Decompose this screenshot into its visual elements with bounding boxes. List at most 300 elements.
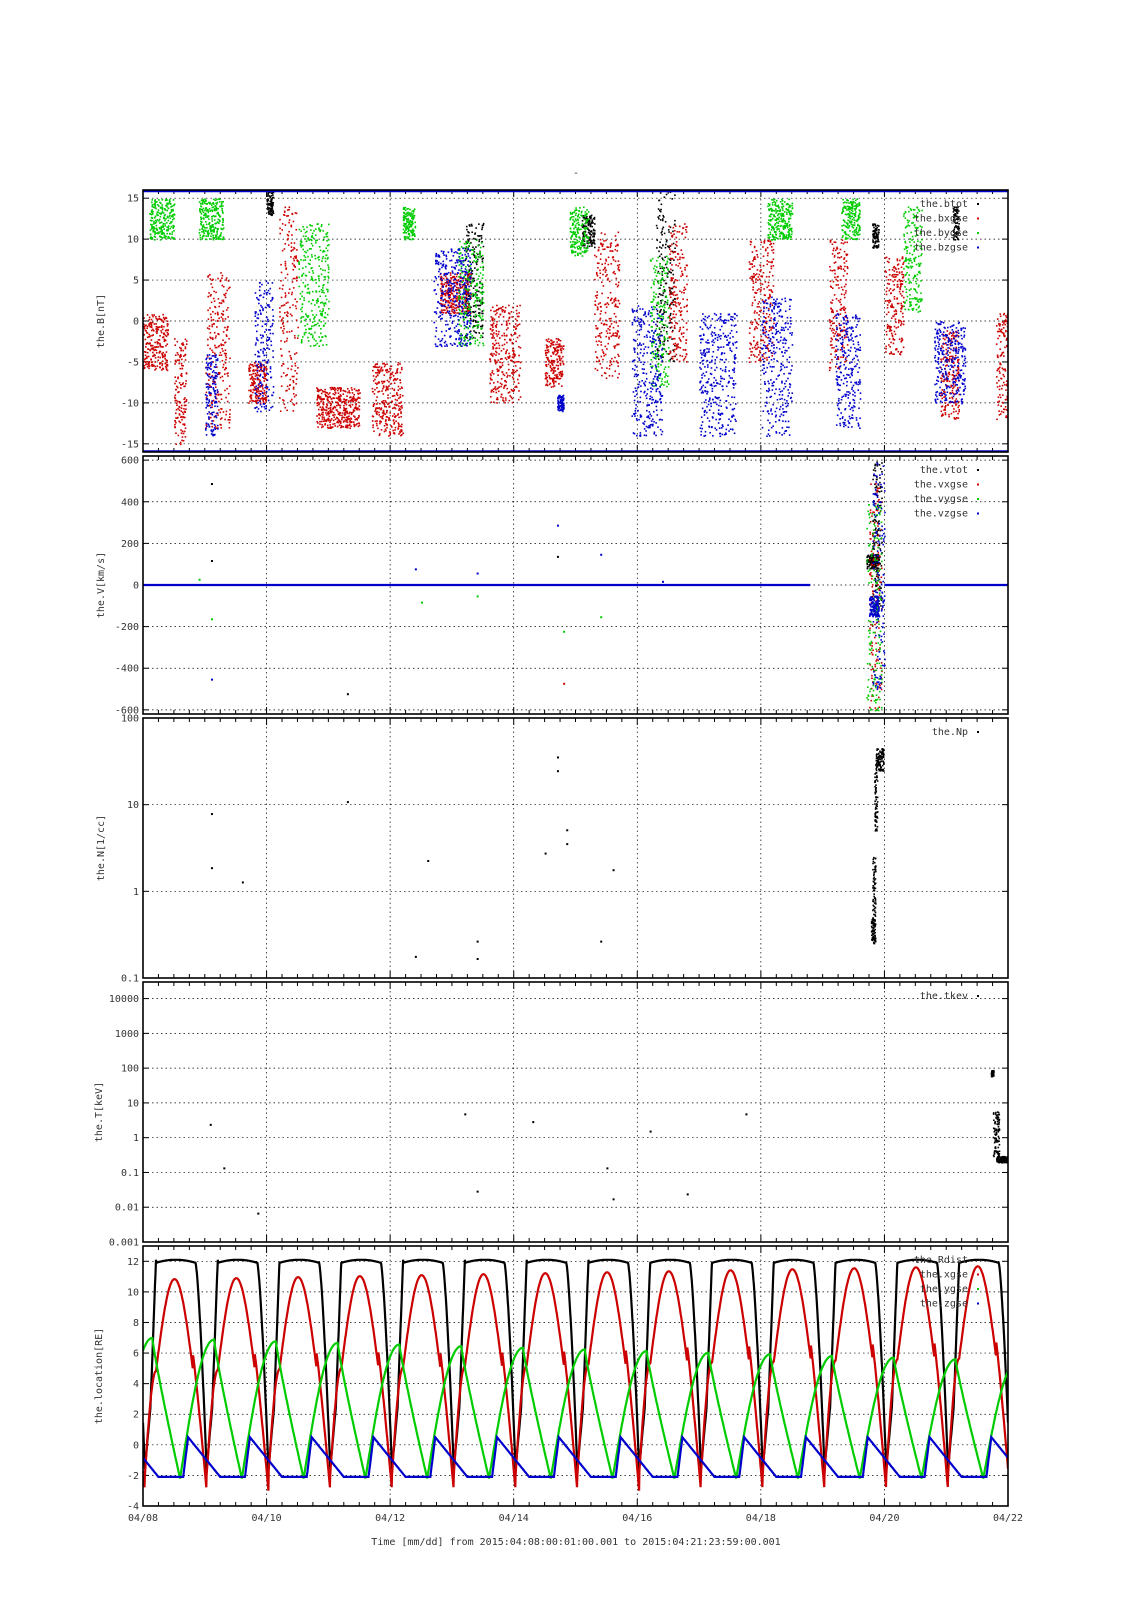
data-point [330,426,332,428]
data-point [613,259,615,261]
data-point [462,286,464,288]
data-point [835,366,837,368]
data-point [505,397,507,399]
data-point [519,367,521,369]
data-point [394,395,396,397]
data-point [886,276,888,278]
data-point [144,327,146,329]
data-point [161,326,163,328]
data-point [504,402,506,404]
data-point [151,335,153,337]
data-point [673,313,675,315]
data-point [495,325,497,327]
y-tick-label: -15 [120,439,139,451]
data-point [895,318,897,320]
data-point [226,411,228,413]
data-point [392,408,394,410]
data-point [449,302,451,304]
data-point [685,349,687,351]
data-point [147,366,149,368]
data-point [682,319,684,321]
data-point [293,287,295,289]
data-point [272,211,274,213]
data-point [456,287,458,289]
data-point [149,322,151,324]
data-point [685,342,687,344]
data-point [940,377,942,379]
data-point [255,400,257,402]
data-point [843,268,845,270]
data-point [228,393,230,395]
data-point [152,322,154,324]
data-point [353,396,355,398]
data-point [175,400,177,402]
data-point [387,389,389,391]
data-point [258,392,260,394]
data-point [560,349,562,351]
data-point [888,344,890,346]
data-point [451,310,453,312]
data-point [182,344,184,346]
data-point [156,225,158,227]
data-point [678,253,680,255]
data-point [280,327,282,329]
data-point [504,375,506,377]
data-point [155,316,157,318]
data-point [224,419,226,421]
data-point [895,269,897,271]
data-point [167,323,169,325]
data-point [680,267,682,269]
data-point [685,339,687,341]
data-point [946,349,948,351]
data-point [516,305,518,307]
data-point [659,215,661,217]
data-point [351,399,353,401]
data-point [335,418,337,420]
data-point [618,266,620,268]
data-point [395,427,397,429]
data-point [221,417,223,419]
data-point [763,288,765,290]
data-point [273,197,275,199]
data-point [289,331,291,333]
data-point [659,287,661,289]
y-axis-label: the.B[nT] [96,293,107,349]
data-point [954,417,956,419]
data-point [749,332,751,334]
data-point [551,386,553,388]
data-point [283,363,285,365]
data-point [161,319,163,321]
data-point [499,361,501,363]
data-point [597,328,599,330]
data-point [326,392,328,394]
data-point [594,313,596,315]
data-point [339,424,341,426]
data-point [617,265,619,267]
data-point [753,340,755,342]
data-point [835,249,837,251]
data-point [392,430,394,432]
data-point [218,373,220,375]
data-point [333,388,335,390]
data-point [463,296,465,298]
data-point [1005,416,1007,418]
data-point [182,424,184,426]
data-point [945,414,947,416]
data-point [349,412,351,414]
data-point [498,316,500,318]
data-point [211,324,213,326]
data-point [592,243,594,245]
data-point [464,306,466,308]
data-point [681,292,683,294]
data-point [673,356,675,358]
data-point [472,246,474,248]
data-point [387,380,389,382]
data-point [901,295,903,297]
data-point [328,408,330,410]
data-point [892,335,894,337]
data-point [513,326,515,328]
data-point [323,417,325,419]
data-point [680,275,682,277]
data-point [152,347,154,349]
data-point [376,367,378,369]
data-point [282,285,284,287]
data-point [500,314,502,316]
data-point [165,200,167,202]
data-point [601,232,603,234]
data-point [897,258,899,260]
data-point [225,349,227,351]
data-point [559,343,561,345]
data-point [296,301,298,303]
data-point [175,361,177,363]
data-point [287,321,289,323]
data-point [898,322,900,324]
data-point [753,336,755,338]
data-point [613,327,615,329]
data-point [153,223,155,225]
data-point [750,344,752,346]
data-point [322,401,324,403]
data-point [492,335,494,337]
data-point [445,276,447,278]
data-point [604,267,606,269]
data-point [180,348,182,350]
data-point [385,406,387,408]
data-point [519,323,521,325]
data-point [331,398,333,400]
data-point [760,289,762,291]
data-point [842,239,844,241]
data-point [254,362,256,364]
data-point [506,321,508,323]
data-point [162,337,164,339]
data-point [559,355,561,357]
data-point [610,245,612,247]
data-point [948,416,950,418]
data-point [148,356,150,358]
data-point [673,343,675,345]
data-point [591,215,593,217]
data-point [481,229,483,231]
data-point [221,354,223,356]
data-point [886,314,888,316]
data-point [656,239,658,241]
data-point [161,332,163,334]
data-point [613,335,615,337]
data-point [902,313,904,315]
data-point [338,419,340,421]
data-point [215,335,217,337]
data-point [225,359,227,361]
data-point [684,223,686,225]
data-point [598,303,600,305]
data-point [957,407,959,409]
data-point [297,327,299,329]
data-point [601,356,603,358]
data-point [358,417,360,419]
data-point [669,294,671,296]
data-point [591,245,593,247]
data-point [441,283,443,285]
data-point [668,231,670,233]
data-point [896,297,898,299]
data-point [351,421,353,423]
data-point [660,294,662,296]
data-point [178,435,180,437]
data-point [941,398,943,400]
data-point [453,306,455,308]
data-point [661,204,663,206]
data-point [331,418,333,420]
data-point [876,241,878,243]
data-point [295,257,297,259]
data-point [949,347,951,349]
data-point [209,325,211,327]
data-point [453,295,455,297]
data-point [322,416,324,418]
data-point [890,288,892,290]
data-point [553,344,555,346]
data-point [296,308,298,310]
data-point [677,280,679,282]
data-point [671,322,673,324]
data-point [341,426,343,428]
data-point [296,319,298,321]
data-point [998,380,1000,382]
data-point [892,274,894,276]
data-point [441,311,443,313]
data-point [164,363,166,365]
data-point [394,413,396,415]
data-point [545,350,547,352]
data-point [513,378,515,380]
data-point [208,318,210,320]
data-point [771,355,773,357]
data-point [180,384,182,386]
data-point [893,284,895,286]
data-point [151,364,153,366]
data-point [618,300,620,302]
data-point [512,356,514,358]
data-point [327,404,329,406]
data-point [347,388,349,390]
data-point [942,413,944,415]
data-point [899,338,901,340]
data-point [381,370,383,372]
data-point [158,316,160,318]
data-point [606,367,608,369]
data-point [506,376,508,378]
data-point [658,271,660,273]
data-point [281,385,283,387]
data-point [833,347,835,349]
data-point [144,361,146,363]
data-point [894,314,896,316]
data-point [755,278,757,280]
data-point [766,357,768,359]
data-point [608,338,610,340]
data-point [148,362,150,364]
data-point [604,248,606,250]
data-point [466,226,468,228]
data-point [166,329,168,331]
data-point [830,308,832,310]
data-point [380,368,382,370]
data-point [836,284,838,286]
data-point [996,376,998,378]
data-point [582,226,584,228]
data-point [447,300,449,302]
data-point [148,334,150,336]
data-point [320,415,322,417]
data-point [886,291,888,293]
data-point [844,262,846,264]
data-point [495,310,497,312]
y-tick-label: 15 [126,193,139,205]
data-point [146,361,148,363]
data-point [686,275,688,277]
data-point [674,220,676,222]
data-point [503,316,505,318]
data-point [156,326,158,328]
data-point [345,399,347,401]
data-point [282,322,284,324]
data-point [517,337,519,339]
data-point [677,302,679,304]
data-point [506,349,508,351]
data-point [1001,329,1003,331]
data-point [604,263,606,265]
data-point [342,412,344,414]
data-point [773,249,775,251]
data-point [229,413,231,415]
data-point [836,298,838,300]
data-point [291,292,293,294]
data-point [941,406,943,408]
data-point [297,367,299,369]
data-point [495,314,497,316]
data-point [287,274,289,276]
data-point [603,285,605,287]
data-point [943,381,945,383]
data-point [550,365,552,367]
data-point [331,401,333,403]
data-point [248,390,250,392]
data-point [901,280,903,282]
data-point [252,392,254,394]
plot-area [143,190,1010,451]
data-point [545,364,547,366]
data-point [660,219,662,221]
data-point [291,315,293,317]
data-point [400,401,402,403]
data-point [492,343,494,345]
data-point [955,411,957,413]
data-point [378,373,380,375]
data-point [901,351,903,353]
data-point [264,373,266,375]
data-point [222,360,224,362]
data-point [502,311,504,313]
data-point [949,352,951,354]
data-point [392,395,394,397]
data-point [281,355,283,357]
data-point [212,279,214,281]
data-point [759,352,761,354]
data-point [398,427,400,429]
data-point [686,284,688,286]
data-point [184,411,186,413]
data-point [322,418,324,420]
data-point [396,400,398,402]
data-point [515,318,517,320]
data-point [339,396,341,398]
data-point [169,215,171,217]
data-point [355,390,357,392]
data-point [553,341,555,343]
data-point [317,397,319,399]
data-point [558,383,560,385]
data-point [512,402,514,404]
data-point [157,342,159,344]
data-point [211,302,213,304]
data-point [181,419,183,421]
data-point [296,277,298,279]
data-point [894,279,896,281]
data-point [513,389,515,391]
data-point [501,371,503,373]
data-point [177,359,179,361]
data-point [618,344,620,346]
data-point [756,356,758,358]
data-point [293,260,295,262]
data-point [225,342,227,344]
data-point [847,266,849,268]
data-point [352,400,354,402]
data-point [752,286,754,288]
data-point [1006,409,1008,411]
data-point [890,351,892,353]
data-point [339,404,341,406]
data-point [749,268,751,270]
data-point [659,293,661,295]
data-point [250,378,252,380]
